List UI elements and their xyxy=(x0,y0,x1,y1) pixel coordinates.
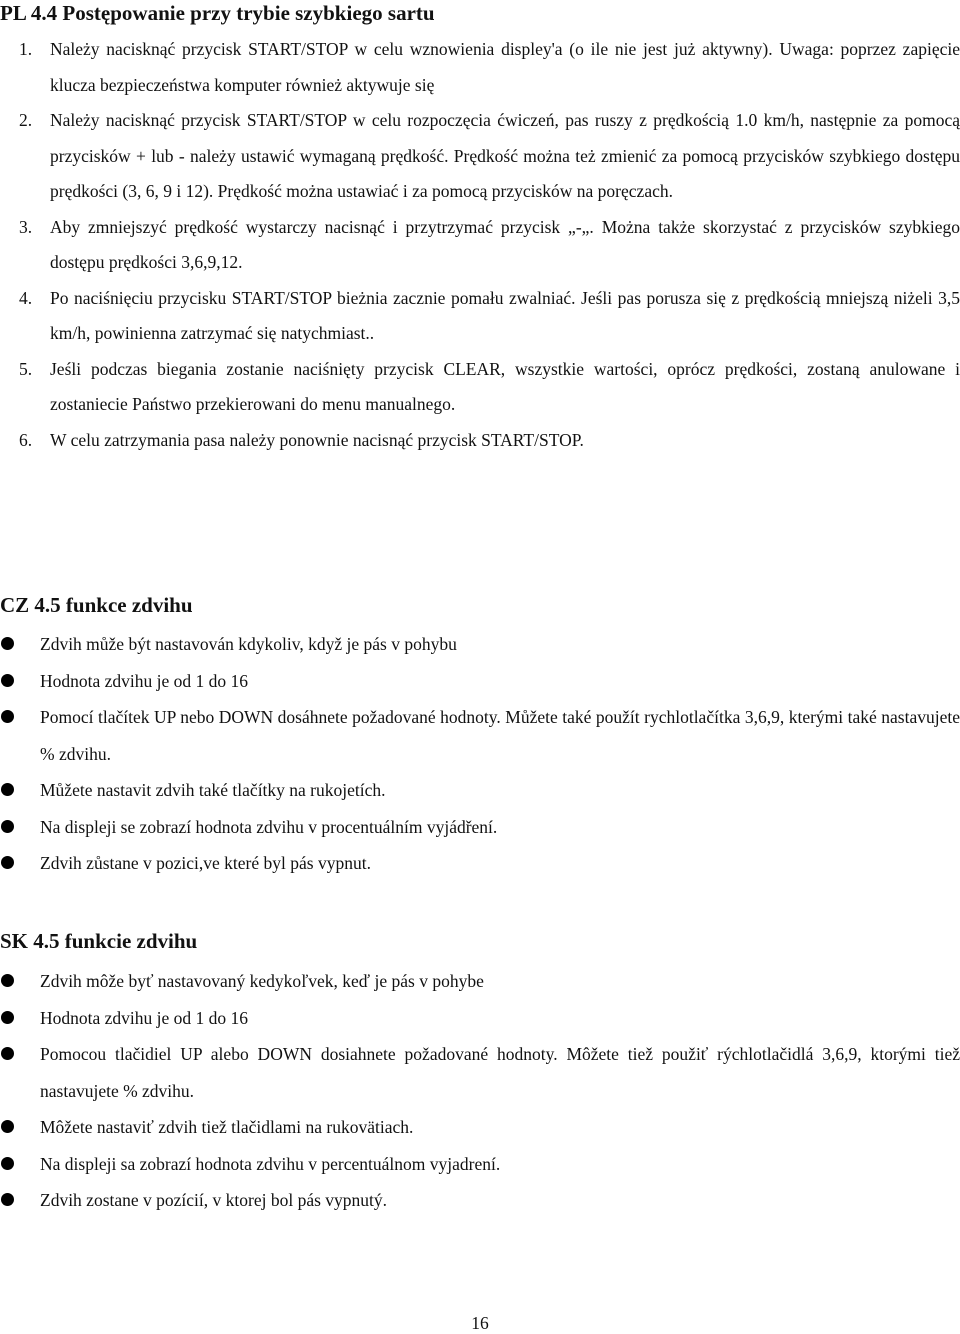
sk-feature-5 xyxy=(0,1146,960,1183)
step-number: 3. xyxy=(19,216,33,237)
feature-text: Pomocí tlačítek UP nebo DOWN dosáhnete požadované hodnoty. Můžete také použít rychlotlačítka 3,6,9, kterými také nastavujete % zdvihu. xyxy=(40,707,960,764)
section-title-pl: PL 4.4 Postępowanie przy trybie szybkiego sartu xyxy=(0,1,435,25)
pl-step-2 xyxy=(0,103,960,210)
bullet-icon xyxy=(1,1120,14,1133)
bullet-icon xyxy=(1,820,14,833)
section-title-sk: SK 4.5 funkcie zdvihu xyxy=(0,929,198,953)
cz-feature-1 xyxy=(0,626,960,663)
step-text: Aby zmniejszyć prędkość wystarczy nacisnąć i przytrzymać przycisk „-„. Można także skorzystać z przycisków szybkiego dostępu prędkości 3,6,9,12. xyxy=(50,216,960,272)
cz-feature-2 xyxy=(0,663,960,700)
pl-step-3 xyxy=(0,210,960,281)
step-text: Należy nacisknąć przycisk START/STOP w celu rozpoczęcia ćwiczeń, pas ruszy z prędkością 1.0 km/h, następnie za pomocą przycisków + lub - należy ustawić wymaganą prędkość. Prędkość można też zmienić za pomocą przycisków szybkiego dostępu prędkości (3, 6, 9 i 12). Prędkość można ustawiać i za pomocą przycisków na poręczach. xyxy=(50,110,960,201)
feature-text: Môžete nastaviť zdvih tiež tlačidlami na rukovätiach. xyxy=(40,1117,414,1137)
sk-feature-2 xyxy=(0,1000,960,1037)
step-number: 5. xyxy=(19,358,33,379)
cz-feature-6 xyxy=(0,845,960,882)
cz-feature-3 xyxy=(0,699,960,772)
step-text: Jeśli podczas biegania zostanie naciśnięty przycisk CLEAR, wszystkie wartości, oprócz prędkości, zostaną anulowane i zostaniecie Państwo przekierowani do menu manualnego. xyxy=(50,358,960,414)
step-text: Po naciśnięciu przycisku START/STOP bieżnia zacznie pomału zwalniać. Jeśli pas porusza się z prędkością mniejszą niżeli 3,5 km/h, powinienna zatrzymać się natychmiast.. xyxy=(50,287,960,343)
step-number: 4. xyxy=(19,287,33,308)
step-number: 6. xyxy=(19,429,33,450)
sk-feature-4 xyxy=(0,1109,960,1146)
feature-text: Hodnota zdvihu je od 1 do 16 xyxy=(40,670,249,691)
feature-text: Můžete nastavit zdvih také tlačítky na rukojetích. xyxy=(40,780,386,800)
cz-feature-5 xyxy=(0,809,960,846)
pl-steps-list xyxy=(0,32,960,458)
bullet-icon xyxy=(1,1157,14,1170)
cz-feature-4 xyxy=(0,772,960,809)
feature-text: Zdvih môže byť nastavovaný kedykoľvek, keď je pás v pohybe xyxy=(40,971,484,991)
bullet-icon xyxy=(1,637,14,650)
sk-features-list xyxy=(0,963,960,1219)
bullet-icon xyxy=(1,710,14,723)
bullet-icon xyxy=(1,974,14,987)
step-text: Należy nacisknąć przycisk START/STOP w celu wznowienia displey'a (o ile nie jest już aktywny). Uwaga: poprzez zapięcie klucza bezpieczeństwa komputer również aktywuje się xyxy=(50,39,960,95)
bullet-icon xyxy=(1,856,14,869)
section-title-cz: CZ 4.5 funkce zdvihu xyxy=(0,593,193,617)
bullet-icon xyxy=(1,674,14,687)
bullet-icon xyxy=(1,1047,14,1060)
feature-text: Hodnota zdvihu je od 1 do 16 xyxy=(40,1007,249,1028)
bullet-icon xyxy=(1,1193,14,1206)
feature-text: Zdvih může být nastavován kdykoliv, když je pás v pohybu xyxy=(40,634,457,654)
feature-text: Na displeji se zobrazí hodnota zdvihu v procentuálním vyjádření. xyxy=(40,816,498,837)
bullet-icon xyxy=(1,1011,14,1024)
bullet-icon xyxy=(1,783,14,796)
cz-features-list xyxy=(0,626,960,882)
pl-step-1 xyxy=(0,32,960,103)
page-number: 16 xyxy=(471,1313,489,1333)
pl-step-6 xyxy=(0,423,960,459)
feature-text: Zdvih zůstane v pozici,ve které byl pás vypnut. xyxy=(40,853,371,873)
feature-text: Pomocou tlačidiel UP alebo DOWN dosiahnete požadované hodnoty. Môžete tiež použiť rýchlotlačidlá 3,6,9, ktorými tiež nastavujete % zdvihu. xyxy=(40,1044,960,1101)
sk-feature-3 xyxy=(0,1036,960,1109)
sk-feature-1 xyxy=(0,963,960,1000)
pl-step-5 xyxy=(0,352,960,423)
step-text: W celu zatrzymania pasa należy ponownie nacisnąć przycisk START/STOP. xyxy=(50,429,584,450)
feature-text: Na displeji sa zobrazí hodnota zdvihu v percentuálnom vyjadrení. xyxy=(40,1153,501,1174)
step-number: 2. xyxy=(19,110,33,130)
feature-text: Zdvih zostane v pozícií, v ktorej bol pás vypnutý. xyxy=(40,1190,388,1210)
pl-step-4 xyxy=(0,281,960,352)
step-number: 1. xyxy=(19,39,33,59)
sk-feature-6 xyxy=(0,1182,960,1219)
